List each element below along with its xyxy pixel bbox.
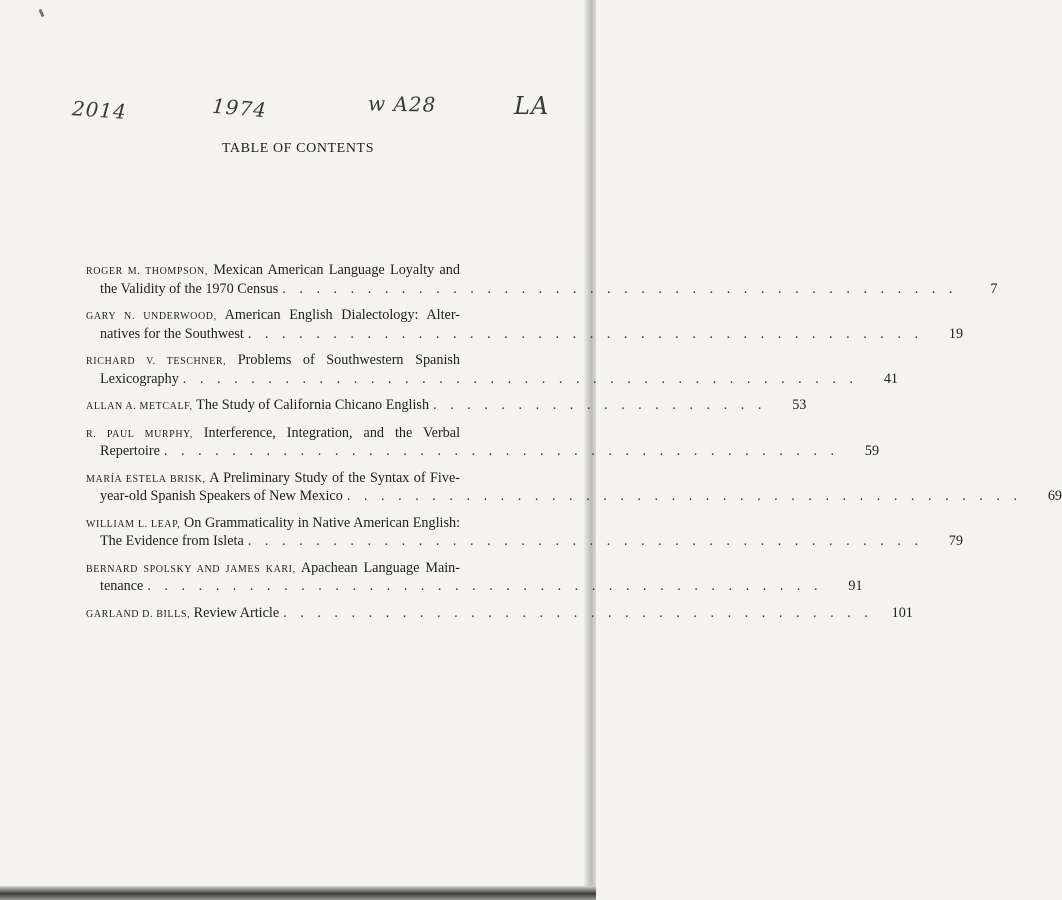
leader-dots: . . . . . . . . . . . . . . . . . . . . xyxy=(433,397,767,413)
page-title: TABLE OF CONTENTS xyxy=(221,141,375,156)
toc-title-continued: The Evidence from Isleta xyxy=(100,533,244,549)
leader-dots: . . . . . . . . . . . . . . . . . . . . . . . . . . . . . . . . . . . . . . . . xyxy=(163,443,840,459)
toc-entry xyxy=(86,469,1062,506)
toc-author: R. PAUL MURPHY, xyxy=(86,428,193,440)
toc-title-continued: natives for the Southwest xyxy=(100,325,244,342)
page-bottom-shadow xyxy=(0,886,596,900)
toc-page-number: 101 xyxy=(891,604,913,621)
toc-entry-line xyxy=(86,578,863,596)
toc-title: Interference, Integration, and the Verbal xyxy=(203,424,461,441)
toc-page-number: 19 xyxy=(948,325,964,342)
leader-dots: . . . . . . . . . . . . . . . . . . . . . . . . . . . . . . . . . . . . . . . . xyxy=(247,533,923,549)
toc-title: Apachean Language Main- xyxy=(300,559,461,576)
toc-title: A Preliminary Study of the Syntax of Five- xyxy=(209,469,460,486)
table-of-contents xyxy=(86,262,1062,632)
toc-entry xyxy=(86,397,807,416)
toc-entry-heading xyxy=(86,425,460,444)
toc-entry-line xyxy=(86,307,506,326)
toc-page-number: 53 xyxy=(792,397,807,413)
toc-entry-line xyxy=(86,560,506,579)
toc-title-continued: year-old Spanish Speakers of New Mexico xyxy=(100,488,343,504)
toc-entry-line xyxy=(86,604,913,624)
leader-dots: . . . . . . . . . . . . . . . . . . . . . . . . . . . . . . . . . . . . . . . . xyxy=(282,280,958,297)
toc-entry xyxy=(86,559,863,596)
toc-author: GARLAND D. BILLS, xyxy=(86,608,191,620)
toc-author: GARY N. UNDERWOOD, xyxy=(86,311,217,322)
toc-author: MARÍA ESTELA BRISK, xyxy=(86,473,206,485)
leader-dots: . . . . . . . . . . . . . . . . . . . . . . . . . . . . . . . . . . . . . . . . xyxy=(247,325,924,342)
toc-entry-heading xyxy=(86,560,460,579)
leader-dots: . . . . . . . . . . . . . . . . . . . . . . . . . . . . . . . . . . . . . . . . xyxy=(346,488,1023,504)
toc-page-number: 69 xyxy=(1047,488,1062,504)
toc-page-number: 59 xyxy=(864,443,880,459)
toc-entry-line xyxy=(86,280,998,299)
toc-entry xyxy=(86,424,880,461)
toc-entry xyxy=(86,262,998,298)
toc-title-continued: Repertoire xyxy=(100,443,160,459)
toc-entry-line xyxy=(86,443,880,461)
toc-title: Mexican American Language Loyalty and xyxy=(213,262,460,278)
toc-entry-heading xyxy=(86,352,460,371)
toc-page-number: 7 xyxy=(990,280,998,297)
toc-title-continued: the Validity of the 1970 Census xyxy=(100,280,279,297)
toc-entry-line xyxy=(86,515,506,534)
toc-title: On Grammaticality in Native American English: xyxy=(183,514,461,531)
toc-entry-heading xyxy=(86,262,460,281)
toc-title: Review Article xyxy=(193,604,280,621)
toc-author: RICHARD V. TESCHNER, xyxy=(86,356,227,367)
toc-entry xyxy=(86,514,963,551)
toc-entry-line xyxy=(86,425,506,444)
toc-title: The Study of California Chicano English xyxy=(196,397,430,413)
leader-dots: . . . . . . . . . . . . . . . . . . . . . . . . . . . . . . . . . . . . . . . . xyxy=(147,578,823,594)
toc-entry-heading xyxy=(86,515,460,534)
toc-author: BERNARD SPOLSKY AND JAMES KARI, xyxy=(86,563,296,575)
handwritten-note-2: 1974 xyxy=(211,93,268,123)
toc-page-number: 79 xyxy=(948,533,963,549)
toc-title-continued: tenance xyxy=(100,578,144,594)
toc-entry-line xyxy=(86,488,1062,506)
toc-entry-line xyxy=(86,370,898,389)
leader-dots: . . . . . . . . . . . . . . . . . . . . . . . . . . . . . . . . . . . . . . . . xyxy=(182,370,858,387)
toc-author: ROGER M. THOMPSON, xyxy=(86,266,208,277)
handwritten-note-3: w A28 xyxy=(367,91,437,117)
toc-entry xyxy=(86,307,964,343)
toc-author: WILLIAM L. LEAP, xyxy=(86,518,181,530)
toc-entry-line xyxy=(86,397,807,416)
toc-entry-line xyxy=(86,470,506,489)
leader-dots: . . . . . . . . . . . . . . . . . . . . . . . . . . . . . . . . . . . xyxy=(283,604,873,621)
toc-entry-line xyxy=(86,352,506,371)
toc-entry-line xyxy=(86,262,506,281)
toc-author: ALLAN A. METCALF, xyxy=(86,401,193,412)
toc-entry-heading xyxy=(86,307,460,326)
toc-title: Problems of Southwestern Spanish xyxy=(237,352,461,368)
toc-title-continued: Lexicography xyxy=(100,370,179,387)
ink-speck xyxy=(38,9,44,18)
toc-entry-line xyxy=(86,533,963,551)
toc-entry-line xyxy=(86,325,964,344)
toc-page-number: 91 xyxy=(848,578,863,594)
handwritten-note-4: LA xyxy=(514,92,550,120)
toc-entry xyxy=(86,604,913,624)
toc-title: American English Dialectology: Alter- xyxy=(224,307,460,323)
toc-page-number: 41 xyxy=(883,370,898,387)
handwritten-note-1: 2014 xyxy=(71,96,128,124)
toc-entry xyxy=(86,352,898,388)
toc-entry-heading xyxy=(86,470,460,489)
